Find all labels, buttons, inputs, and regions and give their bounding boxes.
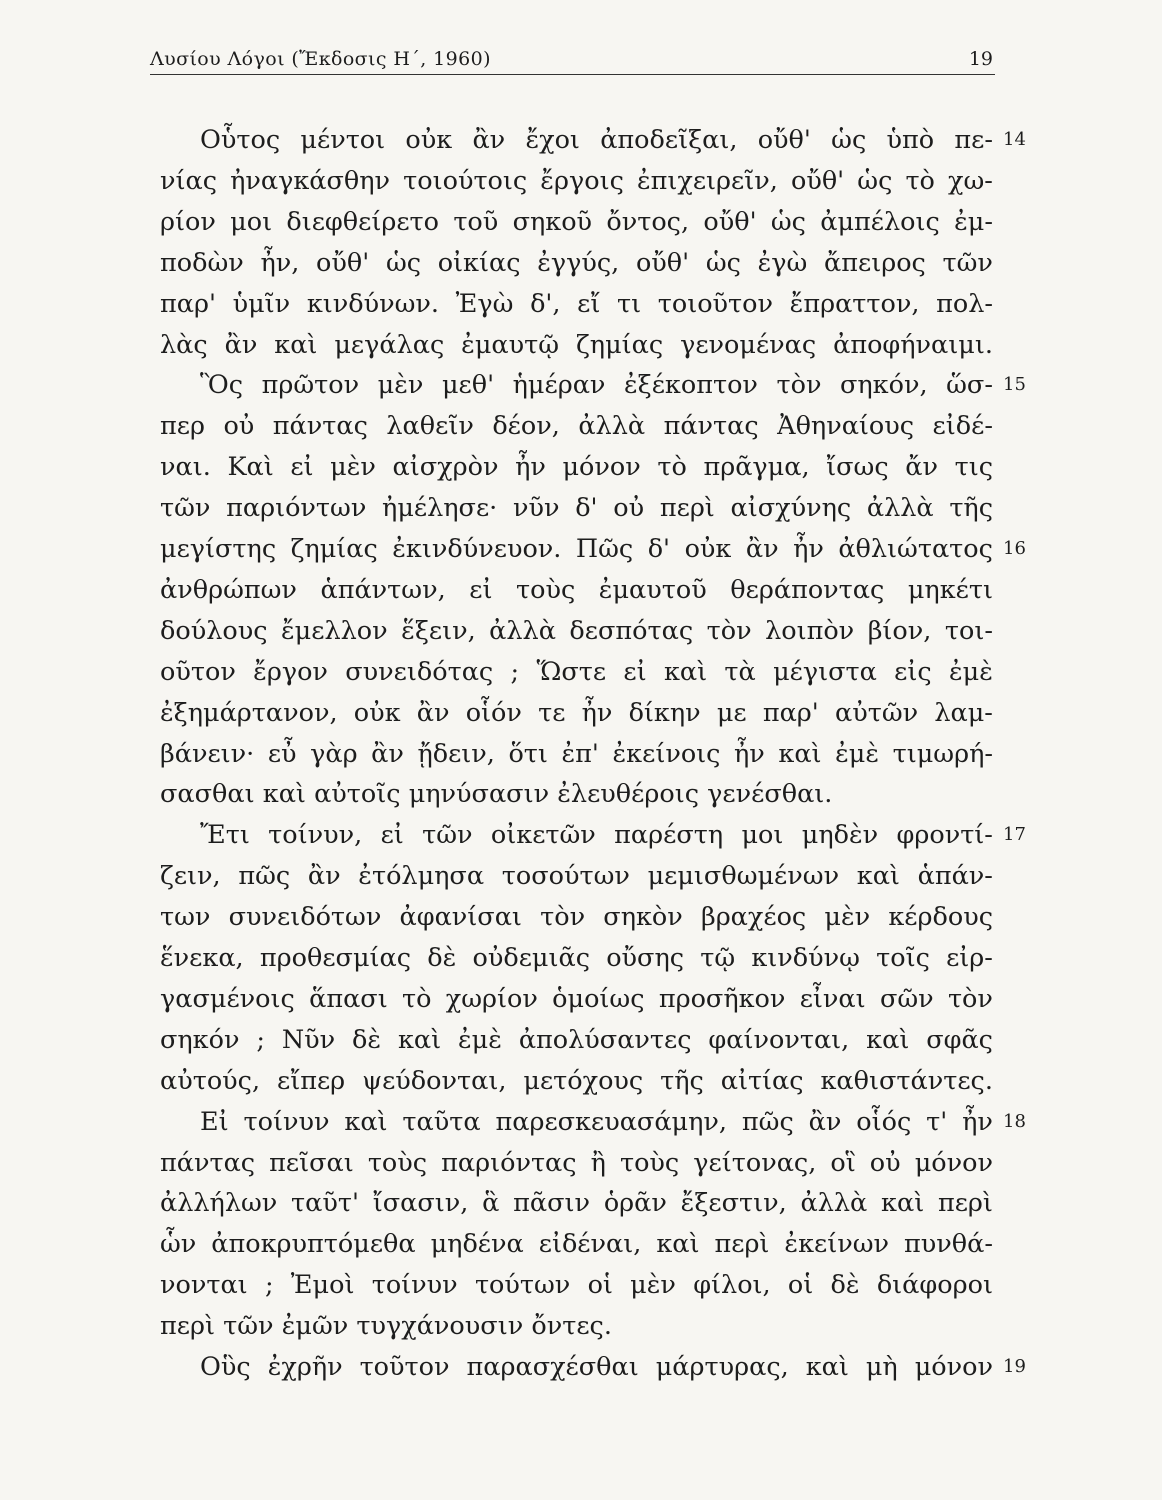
running-title: Λυσίου Λόγοι (Ἔκδοσις Η΄, 1960)	[150, 48, 491, 70]
text-line: παρ' ὑμῖν κινδύνων. Ἐγὼ δ', εἴ τι τοιοῦτον ἔπραττον, πολ-	[160, 288, 993, 319]
text-line: περ οὐ πάντας λαθεῖν δέον, ἀλλὰ πάντας Ἀθηναίους εἰδέ-	[160, 411, 993, 442]
text-line: ἀλλήλων ταῦτ' ἴσασιν, ἃ πᾶσιν ὁρᾶν ἔξεστιν, ἀλλὰ καὶ περὶ	[160, 1188, 993, 1219]
text-line: οῦτον ἔργον συνειδότας ; Ὥστε εἰ καὶ τὰ μέγιστα εἰς ἐμὲ	[160, 656, 993, 687]
text-line: ἐξημάρτανον, οὐκ ἂν οἷόν τε ἦν δίκην με παρ' αὐτῶν λαμ-	[160, 697, 993, 728]
page-header	[150, 44, 995, 75]
section-number: 14	[1003, 129, 1026, 150]
text-line: σασθαι καὶ αὐτοῖς μηνύσασιν ἐλευθέροις γενέσθαι.	[160, 779, 833, 810]
text-line: Ἔτι τοίνυν, εἰ τῶν οἰκετῶν παρέστη μοι μηδὲν φροντί-	[200, 820, 993, 851]
text-line: ὧν ἀποκρυπτόμεθα μηδένα εἰδέναι, καὶ περὶ ἐκείνων πυνθά-	[160, 1229, 993, 1260]
text-line: αὐτούς, εἴπερ ψεύδονται, μετόχους τῆς αἰτίας καθιστάντες.	[160, 1065, 993, 1096]
text-line: πάντας πεῖσαι τοὺς παριόντας ἢ τοὺς γείτονας, οἳ οὐ μόνον	[160, 1147, 993, 1178]
text-line: μεγίστης ζημίας ἐκινδύνευον. Πῶς δ' οὐκ ἂν ἦν ἀθλιώτατος	[160, 534, 993, 564]
text-line: ἀνθρώπων ἁπάντων, εἰ τοὺς ἐμαυτοῦ θεράποντας μηκέτι	[160, 574, 993, 605]
page-number: 19	[968, 48, 993, 70]
text-line: Οὓς ἐχρῆν τοῦτον παρασχέσθαι μάρτυρας, καὶ μὴ μόνον	[200, 1352, 993, 1382]
text-line: νίας ἠναγκάσθην τοιούτοις ἔργοις ἐπιχειρεῖν, οὔθ' ὡς τὸ χω-	[160, 165, 993, 196]
text-line: Ὃς πρῶτον μὲν μεθ' ἡμέραν ἐξέκοπτον τὸν σηκόν, ὥσ-	[200, 370, 993, 401]
text-line: σηκόν ; Νῦν δὲ καὶ ἐμὲ ἀπολύσαντες φαίνονται, καὶ σφᾶς	[160, 1024, 993, 1055]
text-line: ποδὼν ἦν, οὔθ' ὡς οἰκίας ἐγγύς, οὔθ' ὡς ἐγὼ ἄπειρος τῶν	[160, 247, 993, 278]
text-line: βάνειν· εὖ γὰρ ἂν ᾔδειν, ὅτι ἐπ' ἐκείνοις ἦν καὶ ἐμὲ τιμωρή-	[160, 738, 993, 769]
text-line: Οὗτος μέντοι οὐκ ἂν ἔχοι ἀποδεῖξαι, οὔθ' ὡς ὑπὸ πε-	[200, 125, 993, 155]
text-line: νονται ; Ἐμοὶ τοίνυν τούτων οἱ μὲν φίλοι, οἱ δὲ διάφοροι	[160, 1270, 993, 1301]
text-line: των συνειδότων ἀφανίσαι τὸν σηκὸν βραχέος μὲν κέρδους	[160, 902, 993, 933]
text-line: ἕνεκα, προθεσμίας δὲ οὐδεμιᾶς οὔσης τῷ κινδύνῳ τοῖς εἰρ-	[160, 943, 993, 973]
section-number: 19	[1003, 1356, 1026, 1377]
text-line: τῶν παριόντων ἠμέλησε· νῦν δ' οὐ περὶ αἰσχύνης ἀλλὰ τῆς	[160, 493, 993, 524]
section-number: 17	[1003, 824, 1026, 846]
text-line: λὰς ἂν καὶ μεγάλας ἐμαυτῷ ζημίας γενομένας ἀποφήναιμι.	[160, 329, 993, 360]
text-line: δούλους ἔμελλον ἕξειν, ἀλλὰ δεσπότας τὸν λοιπὸν βίον, τοι-	[160, 615, 993, 646]
text-line: ρίον μοι διεφθείρετο τοῦ σηκοῦ ὄντος, οὔθ' ὡς ἀμπέλοις ἐμ-	[160, 206, 993, 237]
text-line: ζειν, πῶς ἂν ἐτόλμησα τοσούτων μεμισθωμένων καὶ ἁπάν-	[160, 861, 993, 892]
text-line: περὶ τῶν ἐμῶν τυγχάνουσιν ὄντες.	[160, 1311, 612, 1342]
section-number: 16	[1003, 538, 1026, 559]
text-line: ναι. Καὶ εἰ μὲν αἰσχρὸν ἦν μόνον τὸ πρᾶγμα, ἴσως ἄν τις	[160, 452, 993, 483]
section-number: 15	[1003, 374, 1026, 396]
text-line: Εἰ τοίνυν καὶ ταῦτα παρεσκευασάμην, πῶς ἂν οἷός τ' ἦν	[200, 1106, 993, 1137]
text-line: γασμένοις ἅπασι τὸ χωρίον ὁμοίως προσῆκον εἶναι σῶν τὸν	[160, 983, 993, 1014]
section-number: 18	[1003, 1110, 1026, 1132]
